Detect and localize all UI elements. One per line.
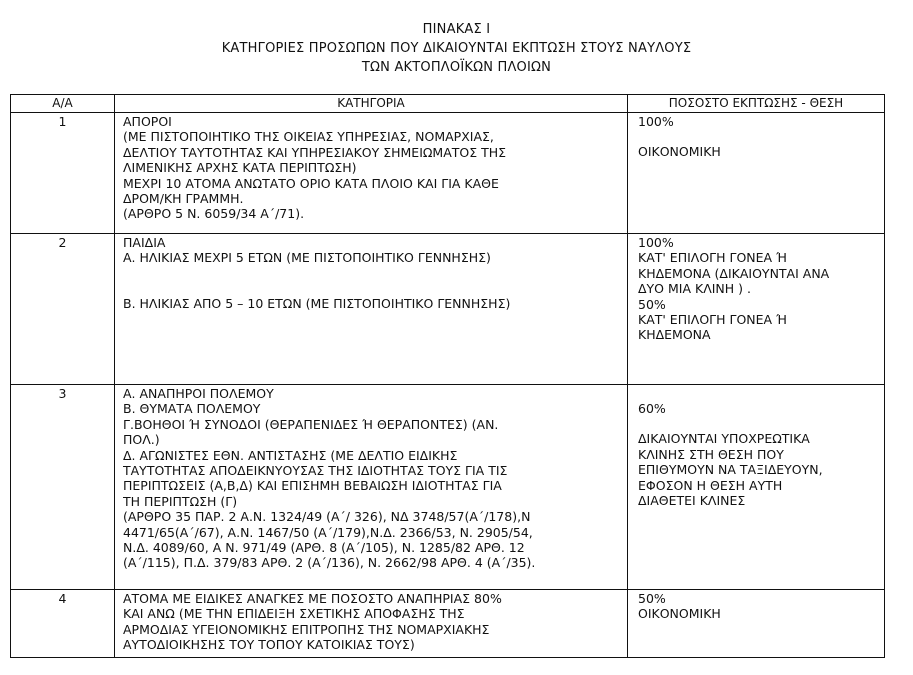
header-row (11, 95, 885, 113)
row-category (115, 590, 628, 658)
percent-line: 50% (638, 296, 666, 312)
category-line: (Α΄/115), Π.Δ. 379/83 ΑΡΘ. 2 (Α΄/136), Ν. 2662/98 ΑΡΘ. 4 (Α΄/35). (123, 555, 536, 571)
category-line: ΑΤΟΜΑ ΜΕ ΕΙΔΙΚΕΣ ΑΝΑΓΚΕΣ ΜΕ ΠΟΣΟΣΤΟ ΑΝΑΠΗΡΙΑΣ 80% (123, 591, 502, 606)
percent-line: 60% (638, 401, 666, 416)
percent-line: ΔΙΚΑΙΟΥΝΤΑΙ ΥΠΟΧΡΕΩΤΙΚΑ (638, 431, 810, 447)
category-line: (ΑΡΘΡΟ 35 ΠΑΡ. 2 Α.Ν. 1324/49 (Α΄/ 326), ΝΔ 3748/57(Α΄/178),Ν (123, 509, 531, 525)
percent-line: ΚΑΤ' ΕΠΙΛΟΓΗ ΓΟΝΕΑ Ή (638, 312, 787, 328)
percent-line: 100% (638, 114, 674, 129)
category-line: Δ. ΑΓΩΝΙΣΤΕΣ ΕΘΝ. ΑΝΤΙΣΤΑΣΗΣ (ΜΕ ΔΕΛΤΙΟ ΕΙΔΙΚΗΣ (123, 447, 458, 463)
category-line: 4471/65(Α΄/67), Α.Ν. 1467/50 (Α΄/179),Ν.Δ. 2366/53, Ν. 2905/54, (123, 524, 533, 540)
row-category (115, 113, 628, 234)
table-subtitle: ΤΩΝ ΑΚΤΟΠΛΟΪΚΩΝ ΠΛΟΙΩΝ (361, 60, 552, 75)
row-percent (628, 234, 885, 385)
category-line: ΑΥΤΟΔΙΟΙΚΗΣΗΣ ΤΟΥ ΤΟΠΟΥ ΚΑΤΟΙΚΙΑΣ ΤΟΥΣ) (123, 637, 415, 653)
category-line: (ΜΕ ΠΙΣΤΟΠΟΙΗΤΙΚΟ ΤΗΣ ΟΙΚΕΙΑΣ ΥΠΗΡΕΣΙΑΣ, ΝΟΜΑΡΧΙΑΣ, (123, 129, 494, 145)
category-line: ΤΗ ΠΕΡΙΠΤΩΣΗ (Γ) (123, 493, 238, 509)
category-line: Β. ΗΛΙΚΙΑΣ ΑΠΟ 5 – 10 ΕΤΩΝ (ΜΕ ΠΙΣΤΟΠΟΙΗΤΙΚΟ ΓΕΝΝΗΣΗΣ) (123, 295, 511, 311)
row-number: 1 (11, 113, 115, 234)
percent-line: 100% (638, 235, 674, 250)
percent-line: ΔΥΟ ΜΙΑ ΚΛΙΝΗ ) . (638, 281, 751, 297)
header-percent: ΠΟΣΟΣΤΟ ΕΚΠΤΩΣΗΣ - ΘΕΣΗ (628, 95, 885, 113)
percent-line: ΕΠΙΘΥΜΟΥΝ ΝΑ ΤΑΞΙΔΕΥΟΥΝ, (638, 462, 823, 478)
table-row (11, 234, 885, 385)
row-percent (628, 590, 885, 658)
percent-line: ΚΗΔΕΜΟΝΑ (638, 327, 711, 343)
category-line: ΠΕΡΙΠΤΩΣΕΙΣ (Α,Β,Δ) ΚΑΙ ΕΠΙΣΗΜΗ ΒΕΒΑΙΩΣΗ ΙΔΙΟΤΗΤΑΣ ΓΙΑ (123, 478, 502, 494)
discount-table (10, 94, 885, 658)
percent-line: 50% (638, 591, 666, 606)
table-title: ΚΑΤΗΓΟΡΙΕΣ ΠΡΟΣΩΠΩΝ ΠΟΥ ΔΙΚΑΙΟΥΝΤΑΙ ΕΚΠΤΩΣΗ ΣΤΟΥΣ ΝΑΥΛΟΥΣ (221, 41, 692, 56)
category-line: ΑΡΜΟΔΙΑΣ ΥΓΕΙΟΝΟΜΙΚΗΣ ΕΠΙΤΡΟΠΗΣ ΤΗΣ ΝΟΜΑΡΧΙΑΚΗΣ (123, 621, 490, 637)
header-category: ΚΑΤΗΓΟΡΙΑ (115, 95, 628, 113)
category-line: ΤΑΥΤΟΤΗΤΑΣ ΑΠΟΔΕΙΚΝΥΟΥΣΑΣ ΤΗΣ ΙΔΙΟΤΗΤΑΣ ΤΟΥΣ ΓΙΑ ΤΙΣ (123, 463, 508, 479)
row-number: 2 (11, 234, 115, 385)
row-category (115, 385, 628, 590)
category-line: Ν.Δ. 4089/60, Α Ν. 971/49 (ΑΡΘ. 8 (Α΄/105), Ν. 1285/82 ΑΡΘ. 12 (123, 540, 525, 556)
category-line: Α. ΗΛΙΚΙΑΣ ΜΕΧΡΙ 5 ΕΤΩΝ (ΜΕ ΠΙΣΤΟΠΟΙΗΤΙΚΟ ΓΕΝΝΗΣΗΣ) (123, 250, 491, 266)
percent-line: ΟΙΚΟΝΟΜΙΚΗ (638, 606, 721, 622)
row-percent (628, 113, 885, 234)
category-line: (ΑΡΘΡΟ 5 Ν. 6059/34 Α΄/71). (123, 206, 305, 222)
category-line: Α. ΑΝΑΠΗΡΟΙ ΠΟΛΕΜΟΥ (123, 386, 274, 401)
category-line: ΠΟΛ.) (123, 432, 160, 448)
percent-line: ΚΗΔΕΜΟΝΑ (ΔΙΚΑΙΟΥΝΤΑΙ ΑΝΑ (638, 265, 830, 281)
category-line: Γ.ΒΟΗΘΟΙ Ή ΣΥΝΟΔΟΙ (ΘΕΡΑΠΕΝΙΔΕΣ Ή ΘΕΡΑΠΟΝΤΕΣ) (ΑΝ. (123, 416, 499, 432)
category-line: ΜΕΧΡΙ 10 ΑΤΟΜΑ ΑΝΩΤΑΤΟ ΟΡΙΟ ΚΑΤΑ ΠΛΟΙΟ ΚΑΙ ΓΙΑ ΚΑΘΕ (123, 175, 499, 191)
percent-line: ΚΑΤ' ΕΠΙΛΟΓΗ ΓΟΝΕΑ Ή (638, 250, 787, 266)
category-line: ΠΑΙΔΙΑ (123, 235, 166, 250)
percent-line: ΚΛΙΝΗΣ ΣΤΗ ΘΕΣΗ ΠΟΥ (638, 446, 784, 462)
row-category (115, 234, 628, 385)
percent-line: ΕΦΟΣΟΝ Η ΘΕΣΗ ΑΥΤΗ (638, 477, 783, 493)
percent-line: ΟΙΚΟΝΟΜΙΚΗ (638, 144, 721, 160)
table-row (11, 113, 885, 234)
category-line: Β. ΘΥΜΑΤΑ ΠΟΛΕΜΟΥ (123, 401, 261, 417)
category-line: ΔΕΛΤΙΟΥ ΤΑΥΤΟΤΗΤΑΣ ΚΑΙ ΥΠΗΡΕΣΙΑΚΟΥ ΣΗΜΕΙΩΜΑΤΟΣ ΤΗΣ (123, 144, 507, 160)
table-row (11, 590, 885, 658)
row-number: 4 (11, 590, 115, 658)
row-number: 3 (11, 385, 115, 590)
table-caption: ΠΙΝΑΚΑΣ Ι (422, 22, 491, 37)
row-percent (628, 385, 885, 590)
table-row (11, 385, 885, 590)
category-line: ΛΙΜΕΝΙΚΗΣ ΑΡΧΗΣ ΚΑΤΑ ΠΕΡΙΠΤΩΣΗ) (123, 160, 357, 176)
category-line: ΚΑΙ ΑΝΩ (ΜΕ ΤΗΝ ΕΠΙΔΕΙΞΗ ΣΧΕΤΙΚΗΣ ΑΠΟΦΑΣΗΣ ΤΗΣ (123, 606, 465, 622)
category-line: ΔΡΟΜ/ΚΗ ΓΡΑΜΜΗ. (123, 191, 244, 207)
category-line: ΑΠΟΡΟΙ (123, 114, 172, 129)
percent-line: ΔΙΑΘΕΤΕΙ ΚΛΙΝΕΣ (638, 493, 746, 509)
header-aa: Α/Α (11, 95, 115, 113)
